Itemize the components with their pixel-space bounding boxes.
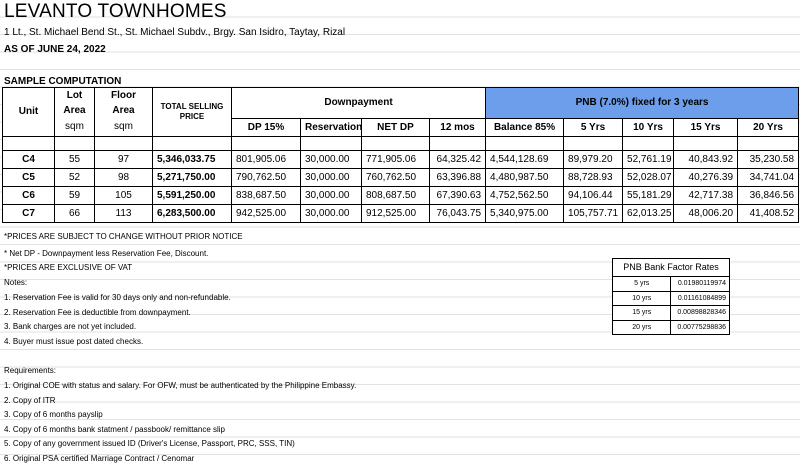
5yrs-cell: 89,979.20 [564, 150, 623, 168]
12mos-header: 12 mos [430, 118, 486, 136]
requirements-heading: Requirements: [4, 366, 57, 375]
tsp-cell: 5,591,250.00 [153, 186, 232, 204]
downpayment-header: Downpayment [232, 88, 486, 119]
15yrs-cell: 48,006.20 [674, 204, 738, 222]
12mos-cell: 67,390.63 [430, 186, 486, 204]
spacer-row [3, 136, 799, 150]
15yrs-cell: 42,717.38 [674, 186, 738, 204]
unit-cell: C5 [3, 168, 55, 186]
20yrs-header: 20 Yrs [738, 118, 799, 136]
factor-rates-title: PNB Bank Factor Rates [612, 258, 730, 276]
10yrs-cell: 55,181.29 [623, 186, 674, 204]
factor-label: 5 yrs [613, 277, 671, 292]
floor-cell: 105 [95, 186, 153, 204]
net-dp-cell: 771,905.06 [362, 150, 430, 168]
10yrs-cell: 52,028.07 [623, 168, 674, 186]
5yrs-cell: 88,728.93 [564, 168, 623, 186]
project-address: 1 Lt., St. Michael Bend St., St. Michael Subdv., Brgy. San Isidro, Taytay, Rizal [4, 27, 346, 38]
15yrs-cell: 40,276.39 [674, 168, 738, 186]
12mos-cell: 76,043.75 [430, 204, 486, 222]
lot-cell: 59 [55, 186, 95, 204]
factor-label: 20 yrs [613, 320, 671, 335]
pnb-header: PNB (7.0%) fixed for 3 years [486, 88, 799, 119]
factor-rates-table [612, 276, 730, 335]
5yrs-header: 5 Yrs [564, 118, 623, 136]
page-title: LEVANTO TOWNHOMES [4, 1, 227, 22]
10yrs-cell: 52,761.19 [623, 150, 674, 168]
note-line: *PRICES ARE EXCLUSIVE OF VAT [4, 263, 133, 272]
20yrs-cell: 34,741.04 [738, 168, 799, 186]
unit-cell: C6 [3, 186, 55, 204]
balance-cell: 4,480,987.50 [486, 168, 564, 186]
reservation-cell: 30,000.00 [301, 204, 362, 222]
total-selling-price-header: TOTAL SELLING PRICE [153, 88, 232, 137]
floor-cell: 113 [95, 204, 153, 222]
lot-area-header: Lot Area [55, 88, 95, 119]
dp15-cell: 790,762.50 [232, 168, 301, 186]
requirement-item: 1. Original COE with status and salary. For OFW, must be authenticated by the Philippine Embassy. [4, 381, 357, 390]
requirement-item: 6. Original PSA certified Marriage Contract / Cenomar [4, 454, 195, 463]
lot-cell: 66 [55, 204, 95, 222]
10yrs-cell: 62,013.25 [623, 204, 674, 222]
table-row [3, 150, 799, 168]
dp15-cell: 942,525.00 [232, 204, 301, 222]
factor-label: 10 yrs [613, 291, 671, 306]
lot-cell: 52 [55, 168, 95, 186]
table-row [3, 204, 799, 222]
factor-value: 0.01161084899 [671, 291, 730, 306]
lot-area-unit: sqm [55, 118, 95, 136]
reservation-cell: 30,000.00 [301, 150, 362, 168]
20yrs-cell: 36,846.56 [738, 186, 799, 204]
requirement-item: 2. Copy of ITR [4, 396, 56, 405]
note-line: * Net DP - Downpayment less Reservation Fee, Discount. [4, 249, 209, 258]
floor-cell: 98 [95, 168, 153, 186]
tsp-cell: 6,283,500.00 [153, 204, 232, 222]
factor-value: 0.00898828346 [671, 306, 730, 321]
balance-header: Balance 85% [486, 118, 564, 136]
tsp-cell: 5,346,033.75 [153, 150, 232, 168]
dp15-cell: 801,905.06 [232, 150, 301, 168]
reservation-header: Reservation [301, 118, 362, 136]
table-row [3, 186, 799, 204]
unit-cell: C4 [3, 150, 55, 168]
factor-value: 0.00775298836 [671, 320, 730, 335]
unit-header: Unit [3, 88, 55, 137]
tsp-cell: 5,271,750.00 [153, 168, 232, 186]
reservation-cell: 30,000.00 [301, 168, 362, 186]
balance-cell: 4,752,562.50 [486, 186, 564, 204]
15yrs-header: 15 Yrs [674, 118, 738, 136]
factor-row [613, 320, 730, 335]
note-line: Notes: [4, 278, 28, 287]
note-line: 4. Buyer must issue post dated checks. [4, 337, 144, 346]
note-line: 1. Reservation Fee is valid for 30 days only and non-refundable. [4, 293, 231, 302]
lot-cell: 55 [55, 150, 95, 168]
12mos-cell: 63,396.88 [430, 168, 486, 186]
floor-cell: 97 [95, 150, 153, 168]
net-dp-header: NET DP [362, 118, 430, 136]
20yrs-cell: 41,408.52 [738, 204, 799, 222]
dp15-header: DP 15% [232, 118, 301, 136]
factor-rates-box [612, 258, 730, 335]
net-dp-cell: 912,525.00 [362, 204, 430, 222]
15yrs-cell: 40,843.92 [674, 150, 738, 168]
note-line: *PRICES ARE SUBJECT TO CHANGE WITHOUT PRIOR NOTICE [4, 232, 243, 241]
requirement-item: 4. Copy of 6 months bank statment / passbook/ remittance slip [4, 425, 225, 434]
5yrs-cell: 105,757.71 [564, 204, 623, 222]
table-row [3, 168, 799, 186]
reservation-cell: 30,000.00 [301, 186, 362, 204]
dp15-cell: 838,687.50 [232, 186, 301, 204]
floor-area-unit: sqm [95, 118, 153, 136]
20yrs-cell: 35,230.58 [738, 150, 799, 168]
factor-row [613, 306, 730, 321]
note-line: 2. Reservation Fee is deductible from downpayment. [4, 308, 191, 317]
note-line: 3. Bank charges are not yet included. [4, 322, 137, 331]
12mos-cell: 64,325.42 [430, 150, 486, 168]
10yrs-header: 10 Yrs [623, 118, 674, 136]
balance-cell: 5,340,975.00 [486, 204, 564, 222]
unit-cell: C7 [3, 204, 55, 222]
requirement-item: 3. Copy of 6 months payslip [4, 410, 103, 419]
section-title: SAMPLE COMPUTATION [4, 76, 122, 87]
balance-cell: 4,544,128.69 [486, 150, 564, 168]
factor-row [613, 291, 730, 306]
net-dp-cell: 760,762.50 [362, 168, 430, 186]
as-of-date: AS OF JUNE 24, 2022 [4, 44, 106, 55]
computation-table [2, 87, 799, 223]
factor-value: 0.01980119974 [671, 277, 730, 292]
factor-label: 15 yrs [613, 306, 671, 321]
floor-area-header: Floor Area [95, 88, 153, 119]
factor-row [613, 277, 730, 292]
5yrs-cell: 94,106.44 [564, 186, 623, 204]
net-dp-cell: 808,687.50 [362, 186, 430, 204]
requirement-item: 5. Copy of any government issued ID (Driver's License, Passport, PRC, SSS, TIN) [4, 439, 295, 448]
